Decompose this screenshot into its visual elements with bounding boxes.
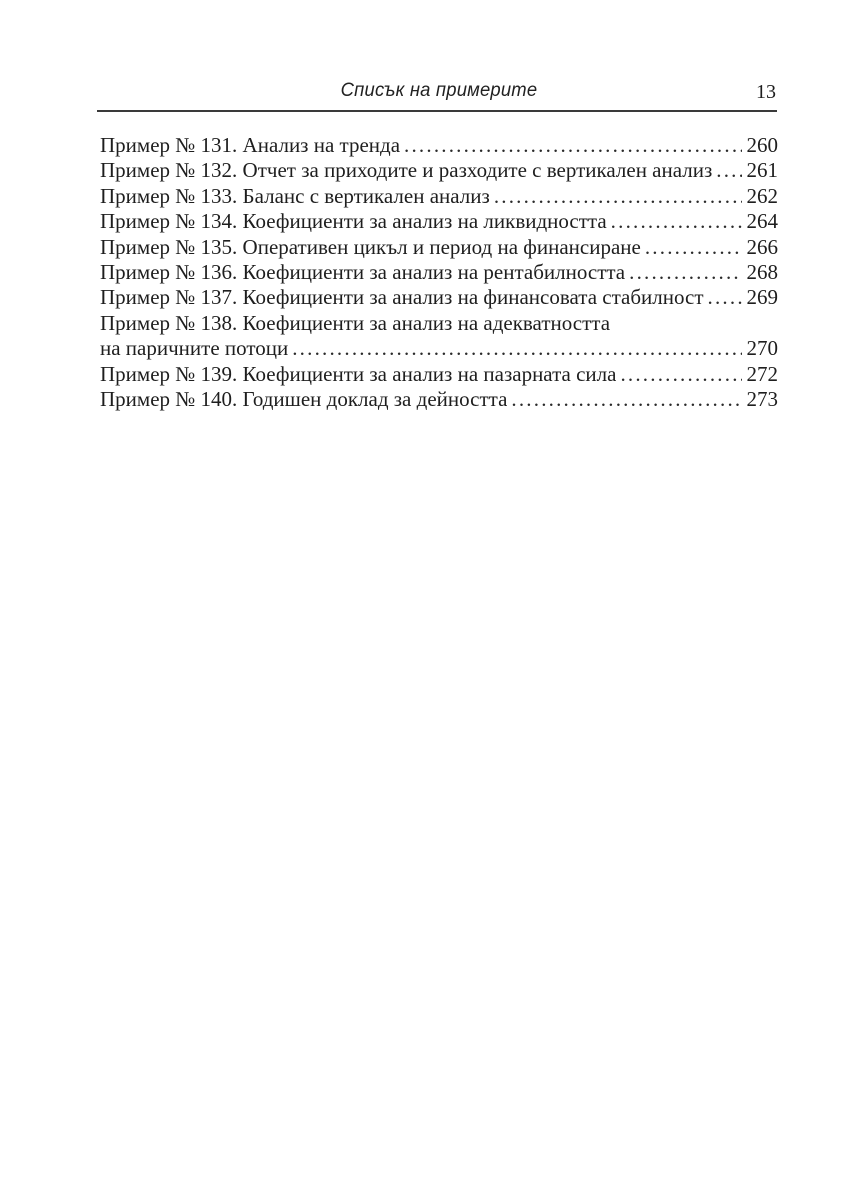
toc-entry-label: Пример № 135. Оперативен цикъл и период на финансиране (100, 234, 641, 259)
toc-entry-133 (100, 184, 778, 209)
running-header-title: Списък на примерите (340, 80, 538, 101)
toc-entry-label: Пример № 136. Коефициенти за анализ на рентабилността (100, 259, 626, 284)
toc-entry-page: 272 (746, 361, 778, 386)
toc-entry-136 (100, 260, 778, 285)
toc-entry-label: Пример № 134. Коефициенти за анализ на ликвидността (100, 209, 607, 234)
toc-entry-label: Пример № 140. Годишен доклад за дейността (100, 386, 508, 411)
toc-entry-label: Пример № 133. Баланс с вертикален анализ (100, 183, 490, 208)
page-number: 13 (756, 81, 776, 103)
toc-entry-page: 264 (746, 209, 778, 234)
toc-entry-label: Пример № 137. Коефициенти за анализ на финансовата стабилност (100, 285, 704, 310)
toc-entry-page: 262 (746, 183, 778, 208)
table-of-contents (100, 133, 778, 412)
dot-leader (716, 158, 741, 183)
toc-entry-135 (100, 235, 778, 260)
toc-entry-label: на паричните потоци (100, 336, 289, 361)
toc-entry-138-line2 (100, 336, 778, 361)
dot-leader (611, 209, 742, 234)
toc-entry-page: 269 (746, 285, 778, 310)
toc-entry-label: Пример № 131. Анализ на тренда (100, 133, 401, 157)
dot-leader (708, 285, 742, 310)
page-header (100, 80, 778, 106)
toc-entry-139 (100, 362, 778, 387)
toc-entry-134 (100, 209, 778, 234)
toc-entry-137 (100, 285, 778, 310)
dot-leader (404, 133, 741, 158)
toc-entry-page: 266 (746, 234, 778, 259)
toc-entry-132 (100, 158, 778, 183)
toc-entry-131 (100, 133, 778, 158)
toc-entry-page: 270 (746, 336, 778, 361)
toc-entry-page: 273 (746, 386, 778, 411)
toc-entry-label: Пример № 138. Коефициенти за анализ на адекватността (100, 310, 611, 335)
toc-entry-page: 268 (746, 259, 778, 284)
dot-leader (629, 260, 741, 285)
toc-entry-label: Пример № 139. Коефициенти за анализ на пазарната сила (100, 361, 617, 386)
dot-leader (620, 362, 741, 387)
header-rule (97, 110, 777, 112)
toc-entry-page: 260 (746, 133, 778, 157)
toc-entry-138-line1 (100, 311, 778, 336)
toc-entry-page: 261 (746, 158, 778, 183)
toc-entry-140 (100, 387, 778, 412)
dot-leader (292, 336, 741, 361)
dot-leader (511, 387, 741, 412)
dot-leader (645, 235, 742, 260)
dot-leader (494, 184, 742, 209)
toc-entry-label: Пример № 132. Отчет за приходите и разходите с вертикален анализ (100, 158, 713, 183)
